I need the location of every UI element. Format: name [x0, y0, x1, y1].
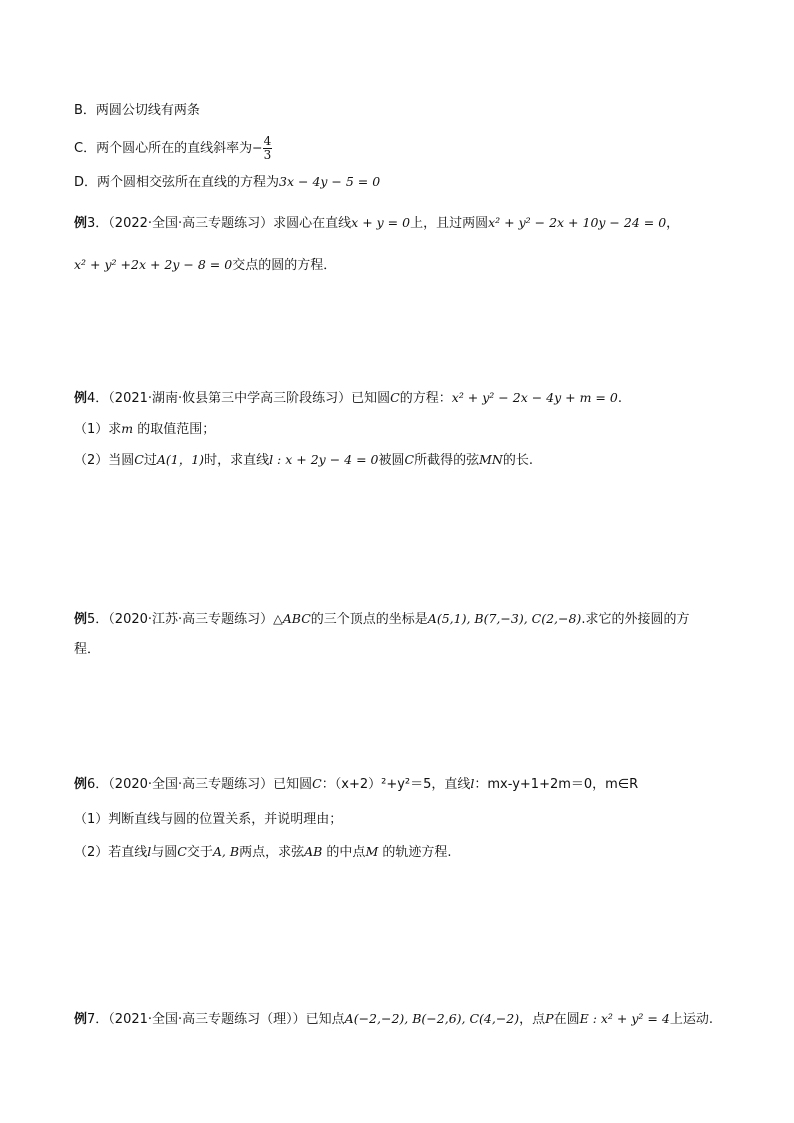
- example-4-text: 已知圆: [351, 391, 391, 406]
- example-4-text: 过: [143, 453, 157, 468]
- example-4-text: 被圆: [378, 453, 405, 468]
- example-3-line-2: [74, 256, 336, 275]
- fraction-numerator: 4: [263, 134, 272, 148]
- example-3-text: 上，且过两圆: [410, 216, 489, 231]
- example-4-text: （1）求: [74, 422, 122, 437]
- example-6-text: 已知圆: [273, 777, 313, 792]
- example-7-line-1: [74, 1010, 713, 1029]
- line-l: l: [147, 844, 152, 859]
- points-a-b: A, B: [212, 844, 240, 859]
- example-3-text: ，: [666, 216, 680, 231]
- example-3-eq2: x² + y² − 2x + 10y − 24 = 0: [488, 215, 667, 230]
- example-4-question-1: [74, 420, 215, 439]
- example-4-source: （2021·湖南·攸县第三中学高三阶段练习）: [108, 391, 352, 406]
- example-6-number: 6．: [87, 777, 109, 792]
- example-7-text: 上运动.: [669, 1012, 713, 1027]
- example-3-text: 交点的圆的方程．: [232, 258, 337, 273]
- example-3-line-1: [74, 214, 679, 233]
- circle-c: C: [404, 452, 415, 467]
- vertex-coordinates: A(5,1), B(7,−3), C(2,−8): [427, 611, 582, 626]
- example-5-line-2: [74, 641, 100, 659]
- option-c-sign: −: [252, 140, 263, 155]
- example-5-text: 程．: [74, 642, 101, 657]
- example-6-question-2: [74, 843, 452, 862]
- example-3-eq3: x² + y² +2x + 2y − 8 = 0: [74, 257, 233, 272]
- example-4-text: 的方程：: [399, 391, 452, 406]
- example-3-label: 例: [74, 216, 88, 231]
- example-4-equation: x² + y² − 2x − 4y + m = 0: [451, 390, 618, 405]
- example-6-question-1: [74, 811, 342, 829]
- point-p: P: [545, 1011, 554, 1026]
- option-b-text: B．两圆公切线有两条: [74, 103, 200, 118]
- example-3-number: 3．: [87, 216, 109, 231]
- example-7-text: ，点: [519, 1012, 546, 1027]
- example-5-text: 的三个顶点的坐标是: [310, 612, 428, 627]
- option-c-fraction: [263, 135, 273, 162]
- option-d: [74, 173, 380, 192]
- example-6-text: 的轨迹方程.: [378, 845, 452, 860]
- chord-ab: AB: [304, 844, 323, 859]
- example-4-line-1: [74, 389, 622, 408]
- line-l: l: [470, 776, 475, 791]
- option-b: [74, 102, 200, 120]
- example-5-source: （2020·江苏·高三专题练习）: [108, 612, 274, 627]
- example-7-text: 在圆: [553, 1012, 580, 1027]
- example-3-text: 求圆心在直线: [273, 216, 352, 231]
- example-5-label: 例: [74, 612, 88, 627]
- example-7-number: 7．: [87, 1012, 109, 1027]
- point-a: A(1，1): [156, 452, 205, 467]
- example-6-text: （1）判断直线与圆的位置关系，并说明理由；: [74, 812, 343, 827]
- example-6-text: 的中点: [322, 845, 366, 860]
- triangle-abc: △ABC: [273, 611, 311, 626]
- variable-m: m: [121, 421, 134, 436]
- example-5-text: .求它的外接圆的方: [581, 612, 690, 627]
- example-4-question-2: [74, 451, 533, 470]
- circle-e-equation: E : x² + y² = 4: [579, 1011, 670, 1026]
- example-6-line-equation: ：mx-y+1+2m＝0，m∈R: [474, 777, 639, 792]
- example-6-label: 例: [74, 777, 88, 792]
- circle-c: C: [390, 390, 400, 405]
- example-5-number: 5．: [87, 612, 109, 627]
- line-l-equation: l : x + 2y − 4 = 0: [269, 452, 379, 467]
- example-4-label: 例: [74, 391, 88, 406]
- example-6-line-1: [74, 775, 638, 794]
- example-6-source: （2020·全国·高三专题练习）: [108, 777, 274, 792]
- chord-mn: MN: [479, 452, 503, 467]
- example-7-text: 已知点: [305, 1012, 345, 1027]
- example-3-eq1: x + y = 0: [351, 215, 411, 230]
- example-4-text: .: [617, 391, 622, 406]
- example-7-label: 例: [74, 1012, 88, 1027]
- circle-c: C: [312, 776, 322, 791]
- circle-c: C: [134, 452, 144, 467]
- fraction-denominator: 3: [263, 148, 272, 162]
- example-6-text: 与圆: [151, 845, 178, 860]
- example-4-text: （2）当圆: [74, 453, 135, 468]
- example-4-number: 4．: [87, 391, 109, 406]
- midpoint-m: M: [365, 844, 379, 859]
- example-6-circle-equation: ：（x+2）²+y²＝5，直线: [321, 777, 471, 792]
- example-4-text: 时，求直线: [204, 453, 270, 468]
- option-c: [74, 132, 272, 165]
- circle-c: C: [177, 844, 187, 859]
- example-6-text: （2）若直线: [74, 845, 148, 860]
- example-3-source: （2022·全国·高三专题练习）: [108, 216, 274, 231]
- option-d-equation: 3x − 4y − 5 = 0: [279, 174, 381, 189]
- example-4-text: 的取值范围；: [133, 422, 216, 437]
- option-d-text: D．两个圆相交弦所在直线的方程为: [74, 175, 280, 190]
- example-6-text: 两点，求弦: [239, 845, 305, 860]
- example-5-line-1: [74, 610, 689, 629]
- example-4-text: 所截得的弦: [414, 453, 480, 468]
- option-c-text: C．两个圆心所在的直线斜率为: [74, 141, 253, 156]
- example-6-text: 交于: [186, 845, 213, 860]
- point-coordinates: A(−2,−2), B(−2,6), C(4,−2): [344, 1011, 520, 1026]
- example-7-source: （2021·全国·高三专题练习（理））: [108, 1012, 306, 1027]
- example-4-text: 的长.: [502, 453, 533, 468]
